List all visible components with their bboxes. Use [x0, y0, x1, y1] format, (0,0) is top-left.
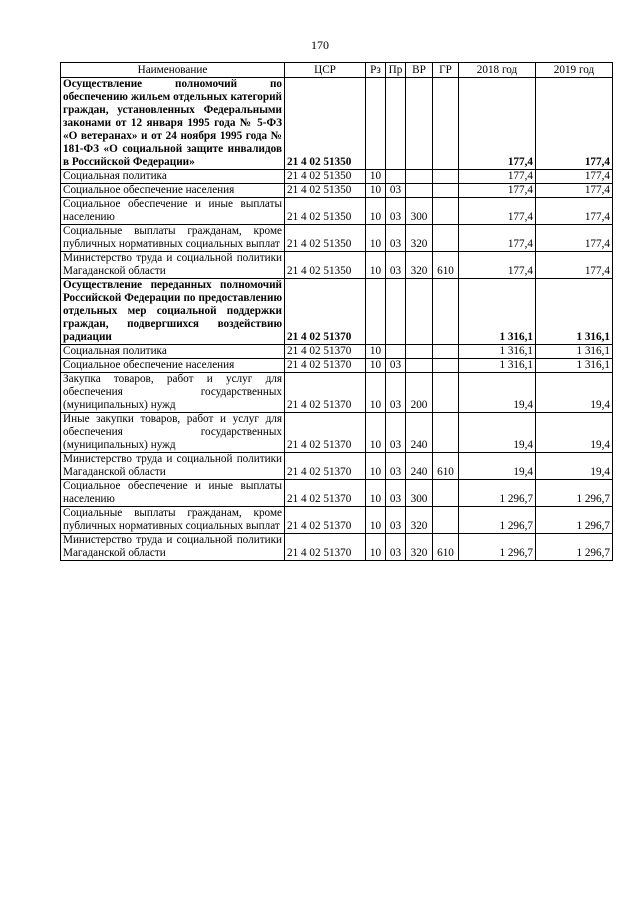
cell-2019: 177,4 — [536, 198, 613, 225]
cell-2018: 1 296,7 — [459, 534, 536, 561]
cell-rz: 10 — [366, 534, 386, 561]
cell-gr — [433, 225, 459, 252]
cell-csr: 21 4 02 51350 — [285, 184, 366, 198]
cell-vr: 300 — [406, 480, 433, 507]
cell-csr: 21 4 02 51350 — [285, 198, 366, 225]
cell-csr: 21 4 02 51370 — [285, 534, 366, 561]
cell-2019: 1 316,1 — [536, 345, 613, 359]
table-row — [61, 279, 613, 345]
cell-rz: 10 — [366, 184, 386, 198]
cell-pr: 03 — [386, 184, 406, 198]
cell-rz: 10 — [366, 359, 386, 373]
table-row — [61, 345, 613, 359]
cell-pr: 03 — [386, 453, 406, 480]
cell-vr: 320 — [406, 534, 433, 561]
table-row — [61, 170, 613, 184]
cell-gr: 610 — [433, 534, 459, 561]
table-body — [61, 78, 613, 561]
cell-2018: 177,4 — [459, 170, 536, 184]
cell-csr: 21 4 02 51350 — [285, 170, 366, 184]
cell-rz: 10 — [366, 345, 386, 359]
cell-name: Социальная политика — [61, 345, 285, 359]
cell-csr: 21 4 02 51350 — [285, 225, 366, 252]
cell-name: Социальное обеспечение населения — [61, 359, 285, 373]
table-row — [61, 373, 613, 413]
table-row — [61, 252, 613, 279]
table-row — [61, 359, 613, 373]
table-row — [61, 225, 613, 252]
cell-vr: 200 — [406, 373, 433, 413]
cell-vr — [406, 345, 433, 359]
cell-vr: 320 — [406, 252, 433, 279]
table-header-row — [61, 63, 613, 78]
cell-2018: 177,4 — [459, 184, 536, 198]
cell-csr: 21 4 02 51370 — [285, 373, 366, 413]
cell-2019: 177,4 — [536, 225, 613, 252]
cell-pr — [386, 345, 406, 359]
cell-gr — [433, 345, 459, 359]
cell-csr: 21 4 02 51350 — [285, 252, 366, 279]
cell-csr: 21 4 02 51370 — [285, 345, 366, 359]
cell-2018: 19,4 — [459, 413, 536, 453]
cell-2019: 19,4 — [536, 373, 613, 413]
cell-name: Иные закупки товаров, работ и услуг для обеспечения государственных (муниципальных) нужд — [61, 413, 285, 453]
cell-pr: 03 — [386, 359, 406, 373]
cell-gr — [433, 507, 459, 534]
cell-rz: 10 — [366, 170, 386, 184]
header-gr: ГР — [433, 63, 459, 78]
cell-csr: 21 4 02 51370 — [285, 413, 366, 453]
header-pr: Пр — [386, 63, 406, 78]
cell-2019: 19,4 — [536, 453, 613, 480]
cell-vr: 320 — [406, 225, 433, 252]
cell-rz: 10 — [366, 198, 386, 225]
cell-2018: 177,4 — [459, 198, 536, 225]
cell-name: Социальная политика — [61, 170, 285, 184]
cell-2019: 1 316,1 — [536, 359, 613, 373]
table-row — [61, 534, 613, 561]
cell-rz: 10 — [366, 225, 386, 252]
table-row — [61, 184, 613, 198]
cell-gr — [433, 413, 459, 453]
budget-table — [60, 62, 613, 561]
cell-vr — [406, 359, 433, 373]
cell-gr: 610 — [433, 252, 459, 279]
cell-pr: 03 — [386, 480, 406, 507]
cell-name: Социальные выплаты гражданам, кроме публичных нормативных социальных выплат — [61, 225, 285, 252]
cell-gr — [433, 198, 459, 225]
cell-csr: 21 4 02 51350 — [285, 78, 366, 170]
cell-pr: 03 — [386, 413, 406, 453]
cell-vr — [406, 184, 433, 198]
header-2019: 2019 год — [536, 63, 613, 78]
cell-vr: 240 — [406, 413, 433, 453]
cell-2019: 177,4 — [536, 252, 613, 279]
cell-gr — [433, 480, 459, 507]
table-row — [61, 507, 613, 534]
cell-2018: 19,4 — [459, 373, 536, 413]
cell-vr: 320 — [406, 507, 433, 534]
cell-pr: 03 — [386, 507, 406, 534]
cell-vr: 300 — [406, 198, 433, 225]
cell-2019: 1 296,7 — [536, 480, 613, 507]
cell-2018: 1 296,7 — [459, 507, 536, 534]
cell-2019: 1 296,7 — [536, 534, 613, 561]
cell-gr — [433, 78, 459, 170]
cell-pr — [386, 279, 406, 345]
cell-vr — [406, 279, 433, 345]
cell-2018: 1 316,1 — [459, 279, 536, 345]
page-number: 170 — [311, 38, 329, 52]
cell-gr — [433, 359, 459, 373]
cell-csr: 21 4 02 51370 — [285, 279, 366, 345]
cell-vr — [406, 78, 433, 170]
cell-rz: 10 — [366, 373, 386, 413]
table-row — [61, 480, 613, 507]
cell-csr: 21 4 02 51370 — [285, 359, 366, 373]
cell-name: Социальные выплаты гражданам, кроме публичных нормативных социальных выплат — [61, 507, 285, 534]
cell-vr — [406, 170, 433, 184]
header-csr: ЦСР — [285, 63, 366, 78]
cell-name: Осуществление переданных полномочий Российской Федерации по предоставлению отдельных мер социальной поддержки граждан, подвергшихся воздействию радиации — [61, 279, 285, 345]
cell-pr: 03 — [386, 198, 406, 225]
cell-rz: 10 — [366, 480, 386, 507]
cell-pr: 03 — [386, 225, 406, 252]
table-row — [61, 78, 613, 170]
cell-rz: 10 — [366, 413, 386, 453]
cell-2019: 177,4 — [536, 170, 613, 184]
cell-name: Социальное обеспечение и иные выплаты населению — [61, 480, 285, 507]
header-2018: 2018 год — [459, 63, 536, 78]
cell-pr: 03 — [386, 534, 406, 561]
cell-rz — [366, 279, 386, 345]
cell-name: Осуществление полномочий по обеспечению жильем отдельных категорий граждан, установленных Федеральными законами от 12 января 1995 года № 5-ФЗ «О ветеранах» и от 24 ноября 1995 года № 181-ФЗ «О социальной защите инвалидов в Российской Федерации» — [61, 78, 285, 170]
cell-gr — [433, 184, 459, 198]
cell-2018: 19,4 — [459, 453, 536, 480]
cell-name: Социальное обеспечение населения — [61, 184, 285, 198]
cell-rz: 10 — [366, 252, 386, 279]
table-row — [61, 413, 613, 453]
cell-rz — [366, 78, 386, 170]
cell-2018: 177,4 — [459, 252, 536, 279]
cell-name: Закупка товаров, работ и услуг для обеспечения государственных (муниципальных) нужд — [61, 373, 285, 413]
cell-pr: 03 — [386, 373, 406, 413]
header-rz: Рз — [366, 63, 386, 78]
cell-csr: 21 4 02 51370 — [285, 480, 366, 507]
cell-pr: 03 — [386, 252, 406, 279]
header-name: Наименование — [61, 63, 285, 78]
cell-2019: 1 296,7 — [536, 507, 613, 534]
cell-vr: 240 — [406, 453, 433, 480]
cell-2018: 1 296,7 — [459, 480, 536, 507]
table-row — [61, 198, 613, 225]
cell-csr: 21 4 02 51370 — [285, 453, 366, 480]
cell-gr — [433, 170, 459, 184]
cell-2019: 1 316,1 — [536, 279, 613, 345]
cell-2018: 1 316,1 — [459, 359, 536, 373]
cell-2018: 177,4 — [459, 78, 536, 170]
cell-rz: 10 — [366, 453, 386, 480]
cell-2019: 177,4 — [536, 78, 613, 170]
cell-2018: 1 316,1 — [459, 345, 536, 359]
cell-csr: 21 4 02 51370 — [285, 507, 366, 534]
cell-name: Министерство труда и социальной политики Магаданской области — [61, 534, 285, 561]
cell-name: Министерство труда и социальной политики Магаданской области — [61, 453, 285, 480]
cell-2019: 177,4 — [536, 184, 613, 198]
cell-2019: 19,4 — [536, 413, 613, 453]
cell-name: Министерство труда и социальной политики Магаданской области — [61, 252, 285, 279]
cell-rz: 10 — [366, 507, 386, 534]
cell-gr — [433, 279, 459, 345]
cell-gr — [433, 373, 459, 413]
cell-pr — [386, 170, 406, 184]
cell-pr — [386, 78, 406, 170]
cell-name: Социальное обеспечение и иные выплаты населению — [61, 198, 285, 225]
header-vr: ВР — [406, 63, 433, 78]
cell-gr: 610 — [433, 453, 459, 480]
table-row — [61, 453, 613, 480]
cell-2018: 177,4 — [459, 225, 536, 252]
